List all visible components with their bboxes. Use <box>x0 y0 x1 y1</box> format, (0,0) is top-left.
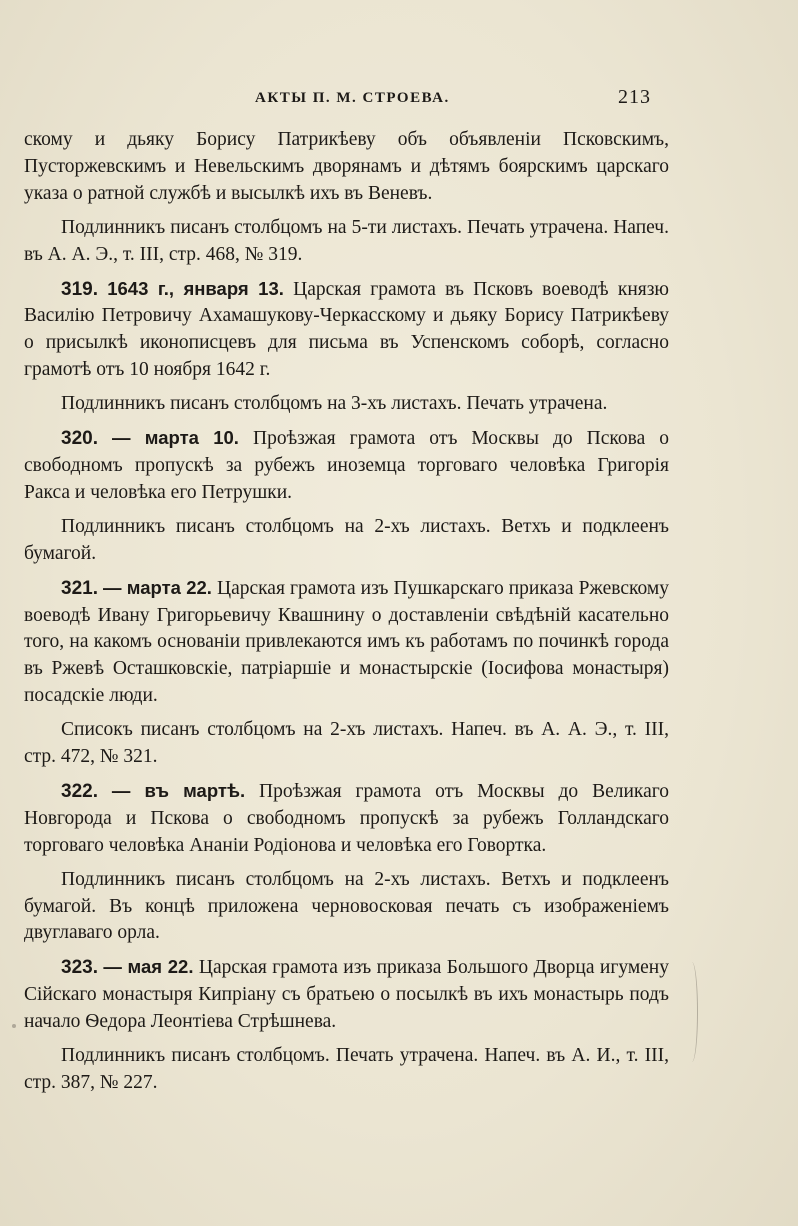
entry-number: 322. <box>61 780 98 802</box>
running-title: АКТЫ П. М. СТРОЕВА. <box>255 90 450 106</box>
page-number: 213 <box>618 86 651 108</box>
continued-paragraph: скому и дьяку Борису Патрикѣеву объ объявленіи Псковскимъ, Пусторжевскимъ и Невельскимъ дворянамъ и дѣтямъ боярскимъ царскаго указа о ратной службѣ и высылкѣ ихъ въ Веневъ. <box>24 129 669 204</box>
entry-text: Царская грамота изъ Пушкарскаго приказа Ржевскому воеводѣ Ивану Григорьевичу Квашнину о доставленіи свѣдѣній касательно того, на какомъ основаніи привлекаются имъ къ работамъ по починкѣ города въ Ржевѣ Осташковскіе, патріаршіе и монастырскіе (Іосифова монастыря) посадскіе люди. <box>24 577 670 707</box>
entry-321 <box>24 575 669 711</box>
entry-323 <box>24 954 669 1036</box>
entry-321-note: Списокъ писанъ столбцомъ на 2-хъ листахъ. Напеч. въ А. А. Э., т. III, стр. 472, № 321. <box>24 719 669 768</box>
entry-319 <box>24 276 669 385</box>
entry-320 <box>24 425 669 507</box>
entry-text: Проѣзжая грамота отъ Москвы до Великаго Новгорода и Пскова о свободномъ пропускѣ за рубежъ Голландскаго торговаго человѣка Ананіи Родіонова и человѣка его Говортка. <box>24 780 670 856</box>
entry-date: — марта 22. <box>103 576 212 598</box>
entry-date: — марта 10. <box>112 427 239 449</box>
margin-dot-mark <box>12 1024 16 1028</box>
entry-date: 1643 г., января 13. <box>107 277 284 299</box>
page-header <box>0 88 798 114</box>
entry-text: Проѣзжая грамота отъ Москвы до Пскова о свободномъ пропускѣ за рубежъ иноземца торговаго человѣка Григорія Ракса и человѣка его Петрушки. <box>24 428 670 503</box>
entry-319-note: Подлинникъ писанъ столбцомъ на 3-хъ листахъ. Печать утрачена. <box>61 393 608 415</box>
entry-date: — мая 22. <box>103 956 194 978</box>
entry-text: Царская грамота изъ приказа Большого Дворца игумену Сійскаго монастыря Кипріану съ братьею о посылкѣ въ ихъ монастырь подъ начало Ѳедора Леонтіева Стрѣшнева. <box>24 957 669 1033</box>
entry-323-note: Подлинникъ писанъ столбцомъ. Печать утрачена. Напеч. въ А. И., т. III, стр. 387, № 227. <box>24 1045 669 1093</box>
margin-pencil-mark <box>683 962 698 1062</box>
entry-320-note: Подлинникъ писанъ столбцомъ на 2-хъ листахъ. Ветхъ и подклеенъ бумагой. <box>24 515 669 564</box>
entry-number: 321. <box>61 577 98 599</box>
source-note: Подлинникъ писанъ столбцомъ на 5-ти листахъ. Печать утрачена. Напеч. въ А. А. Э., т. III, стр. 468, № 319. <box>24 216 669 265</box>
entry-322 <box>24 778 669 860</box>
entry-322-note: Подлинникъ писанъ столбцомъ на 2-хъ листахъ. Ветхъ и подклеенъ бумагой. Въ концѣ приложена черновосковая печать съ изображеніемъ двуглаваго орла. <box>24 868 669 944</box>
entry-date: — въ мартѣ. <box>111 779 246 801</box>
body-text <box>24 127 669 1104</box>
entry-number: 319. <box>61 278 98 300</box>
entry-number: 320. <box>61 428 98 450</box>
entry-text: Царская грамота въ Псковъ воеводѣ князю Василію Петровичу Ахамашукову-Черкасскому и дьяку Борису Патрикѣеву о присылкѣ иконописцевъ для письма въ Успенскомъ соборѣ, согласно грамотѣ отъ 10 ноября 1642 г. <box>24 278 669 381</box>
entry-number: 323. <box>61 957 98 979</box>
